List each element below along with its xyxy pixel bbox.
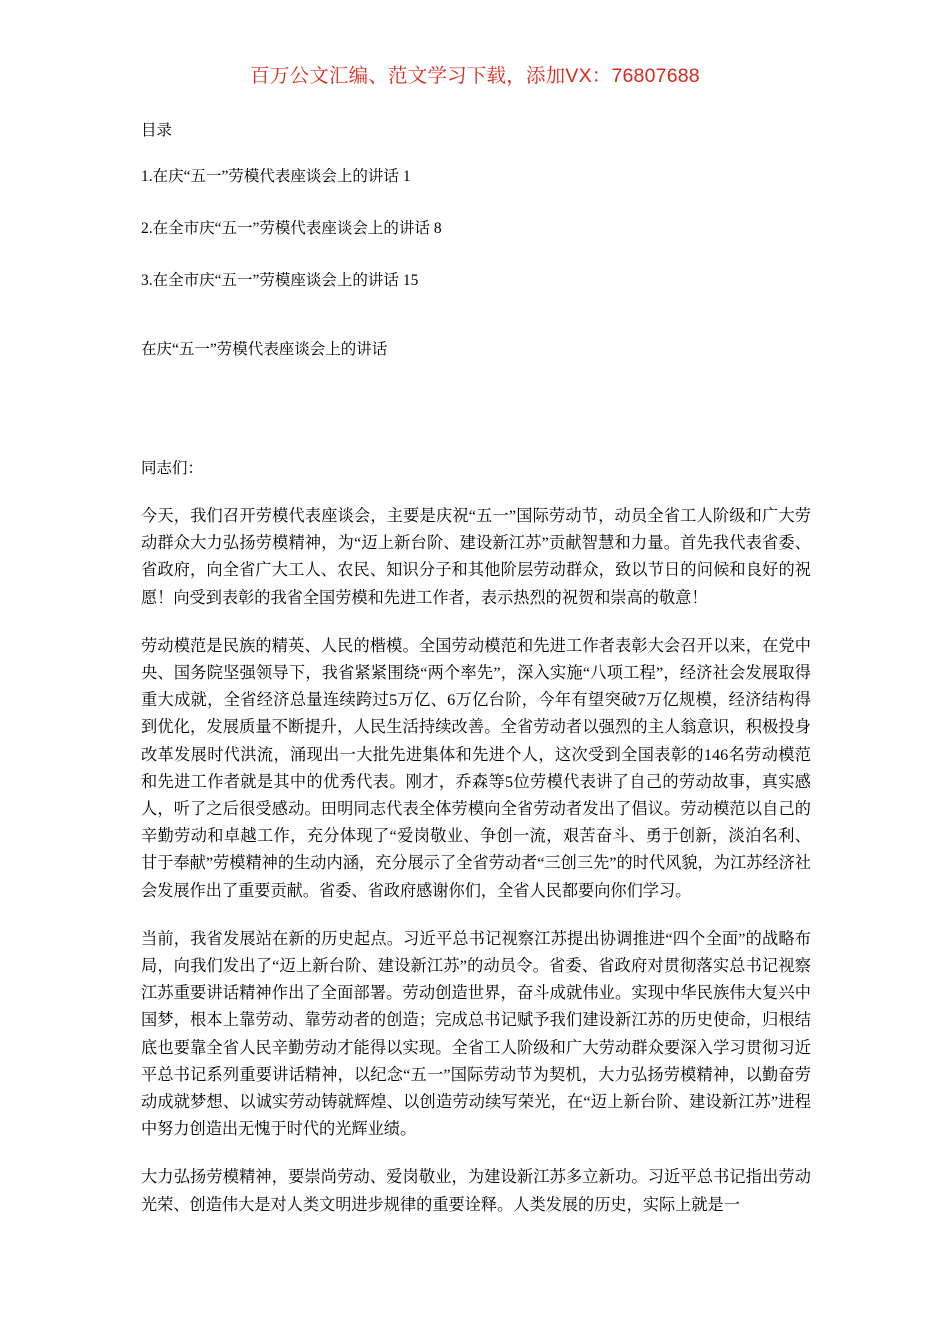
toc-entry-3-page: 15 <box>402 272 419 289</box>
document-content <box>141 118 811 1219</box>
body-paragraph-3: 当前，我省发展站在新的历史起点。习近平总书记视察江苏提出协调推进“四个全面”的战略布局，向我们发出了“迈上新台阶、建设新江苏”的动员令。省委、省政府对贯彻落实总书记视察江苏重要讲话精神作出了全面部署。劳动创造世界，奋斗成就伟业。实现中华民族伟大复兴中国梦，根本上靠劳动、靠劳动者的创造；完成总书记赋予我们建设新江苏的历史使命，归根结底也要靠全省人民辛勤劳动才能得以实现。全省工人阶级和广大劳动群众要深入学习贯彻习近平总书记系列重要讲话精神，以纪念“五一”国际劳动节为契机，大力弘扬劳模精神，以勤奋劳动成就梦想、以诚实劳动铸就辉煌、以创造劳动续写荣光，在“迈上新台阶、建设新江苏”进程中努力创造出无愧于时代的光辉业绩。 <box>141 929 811 1139</box>
body-paragraph-1: 今天，我们召开劳模代表座谈会，主要是庆祝“五一”国际劳动节，动员全省工人阶级和广大劳动群众大力弘扬劳模精神，为“迈上新台阶、建设新江苏”贡献智慧和力量。首先我代表省委、省政府，向全省广大工人、农民、知识分子和其他阶层劳动群众，致以节日的问候和良好的祝愿！向受到表彰的我省全国劳模和先进工作者，表示热烈的祝贺和崇高的敬意！ <box>141 507 811 607</box>
toc-entry-3[interactable] <box>141 268 811 294</box>
toc-entry-3-label: 3.在全市庆“五一”劳模座谈会上的讲话 <box>141 272 399 289</box>
document-title: 在庆“五一”劳模代表座谈会上的讲话 <box>141 341 388 358</box>
body-paragraph-4: 大力弘扬劳模精神，要崇尚劳动、爱岗敬业，为建设新江苏多立新功。习近平总书记指出劳动光荣、创造伟大是对人类文明进步规律的重要诠释。人类发展的历史，实际上就是一 <box>141 1168 811 1214</box>
salutation: 同志们： <box>141 460 204 477</box>
toc-entry-2-label: 2.在全市庆“五一”劳模代表座谈会上的讲话 <box>141 220 430 237</box>
promo-banner: 百万公文汇编、范文学习下载，添加VX：76807688 <box>250 65 700 87</box>
body-paragraph-2: 劳动模范是民族的精英、人民的楷模。全国劳动模范和先进工作者表彰大会召开以来，在党中央、国务院坚强领导下，我省紧紧围绕“两个率先”，深入实施“八项工程”，经济社会发展取得重大成就，全省经济总量连续跨过5万亿、6万亿台阶，今年有望突破7万亿规模，经济结构得到优化，发展质量不断提升，人民生活持续改善。全省劳动者以强烈的主人翁意识，积极投身改革发展时代洪流，涌现出一大批先进集体和先进个人，这次受到全国表彰的146名劳动模范和先进工作者就是其中的优秀代表。刚才，乔森等5位劳模代表讲了自己的劳动故事，真实感人，听了之后很受感动。田明同志代表全体劳模向全省劳动者发出了倡议。劳动模范以自己的辛勤劳动和卓越工作，充分体现了“爱岗敬业、争创一流，艰苦奋斗、勇于创新，淡泊名利、甘于奉献”劳模精神的生动内涵，充分展示了全省劳动者“三创三先”的时代风貌，为江苏经济社会发展作出了重要贡献。省委、省政府感谢你们，全省人民都要向你们学习。 <box>141 636 811 900</box>
toc-entry-1-label: 1.在庆“五一”劳模代表座谈会上的讲话 <box>141 168 399 185</box>
toc-entry-1-page: 1 <box>402 168 411 185</box>
toc-entry-2[interactable] <box>141 216 811 242</box>
toc-entry-1[interactable] <box>141 164 811 190</box>
toc-heading: 目录 <box>141 122 173 139</box>
toc-entry-2-page: 8 <box>433 220 442 237</box>
